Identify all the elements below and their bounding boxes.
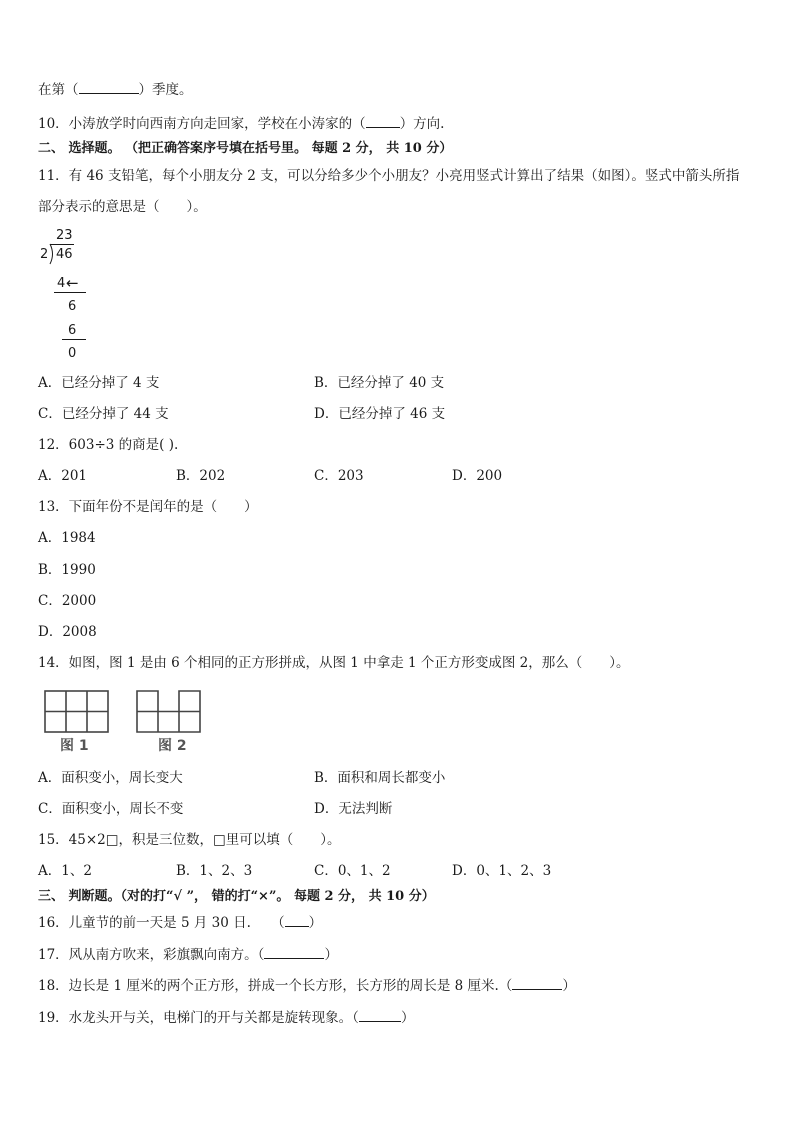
question-13-stem: 13．下面年份不是闰年的是（ ）	[38, 499, 258, 515]
section-2-heading: 二、 选择题。 （把正确答案序号填在括号里。 每题 2 分， 共 10 分）	[38, 141, 453, 156]
answer-blank[interactable]	[264, 946, 324, 959]
division-quotient: 23	[56, 228, 73, 243]
q12-option-a[interactable]: A．201	[38, 468, 88, 484]
q19-text-pre: 19．水龙头开与关，电梯门的开与关都是旋转现象。（	[38, 1010, 359, 1026]
question-17	[38, 945, 338, 965]
arrow-left-icon: ←	[66, 274, 79, 292]
division-step1: 4	[57, 276, 66, 291]
q16-text-pre: 16．儿童节的前一天是 5 月 30 日. （	[38, 915, 285, 931]
division-remainder-2: 0	[68, 346, 77, 361]
question-18	[38, 976, 576, 996]
question-9-tail	[38, 80, 193, 100]
q11-option-c[interactable]: C．已经分掉了 44 支	[38, 406, 169, 422]
division-remainder-1: 6	[68, 299, 77, 314]
q11-option-b[interactable]: B．已经分掉了 40 支	[314, 375, 445, 391]
division-bracket	[48, 243, 56, 265]
answer-blank[interactable]	[512, 977, 562, 990]
q17-text-post: ）	[324, 947, 338, 963]
q15-option-b[interactable]: B．1、2、3	[176, 863, 253, 879]
figure-2-label: 图 2	[158, 738, 187, 754]
q14-option-a[interactable]: A．面积变小，周长变大	[38, 770, 183, 786]
q11-option-a[interactable]: A．已经分掉了 4 支	[38, 375, 160, 391]
question-12-stem: 12．603÷3 的商是( ).	[38, 437, 179, 453]
division-rule-2	[62, 339, 86, 340]
division-rule-1	[54, 292, 86, 293]
q15-option-a[interactable]: A．1、2	[38, 863, 92, 879]
q11-option-d[interactable]: D．已经分掉了 46 支	[314, 406, 446, 422]
division-dividend: 46	[56, 247, 73, 262]
answer-blank[interactable]	[79, 81, 139, 94]
q14-option-d[interactable]: D．无法判断	[314, 801, 393, 817]
question-19	[38, 1008, 414, 1028]
q14-option-c[interactable]: C．面积变小，周长不变	[38, 801, 184, 817]
q17-text-pre: 17．风从南方吹来，彩旗飘向南方。（	[38, 947, 265, 963]
q12-option-b[interactable]: B．202	[176, 468, 226, 484]
figure-1-label: 图 1	[60, 738, 89, 754]
question-10	[38, 114, 444, 134]
question-11-stem-line1: 11．有 46 支铅笔，每个小朋友分 2 支，可以分给多少个小朋友？小亮用竖式计算出了结果（如图）。竖式中箭头所指	[38, 168, 740, 184]
q12-option-d[interactable]: D．200	[452, 468, 503, 484]
answer-blank[interactable]	[366, 115, 400, 128]
division-divisor: 2	[40, 247, 49, 262]
q10-text-pre: 10．小涛放学时向西南方向走回家，学校在小涛家的（	[38, 116, 366, 132]
figure-1-grid	[44, 690, 110, 734]
q13-option-b[interactable]: B．1990	[38, 562, 96, 578]
q13-option-d[interactable]: D．2008	[38, 624, 97, 640]
q18-text-post: ）	[562, 978, 576, 994]
q12-option-c[interactable]: C．203	[314, 468, 364, 484]
q16-text-post: ）	[308, 915, 323, 931]
answer-blank[interactable]	[359, 1009, 401, 1022]
q13-option-a[interactable]: A．1984	[38, 530, 96, 546]
answer-blank[interactable]	[285, 914, 309, 927]
section-3-heading: 三、 判断题。（对的打“√ ”， 错的打“×”。 每题 2 分， 共 10 分）	[38, 889, 435, 904]
q10-text-post: ）方向.	[399, 116, 445, 132]
q15-option-c[interactable]: C．0、1、2	[314, 863, 391, 879]
q15-option-d[interactable]: D．0、1、2、3	[452, 863, 552, 879]
question-15-stem: 15．45×2□，积是三位数，□里可以填（ ）。	[38, 832, 341, 848]
q9-text-pre: 在第（	[38, 82, 79, 98]
question-16	[38, 913, 322, 933]
division-step2: 6	[68, 323, 77, 338]
question-11-stem-line2: 部分表示的意思是（ ）。	[38, 199, 207, 215]
question-14-stem: 14．如图，图 1 是由 6 个相同的正方形拼成，从图 1 中拿走 1 个正方形变成图 2，那么（ ）。	[38, 655, 630, 671]
q18-text-pre: 18．边长是 1 厘米的两个正方形，拼成一个长方形，长方形的周长是 8 厘米.（	[38, 978, 513, 994]
figure-2-grid	[136, 690, 202, 734]
q9-text-post: ）季度。	[138, 82, 193, 98]
q14-option-b[interactable]: B．面积和周长都变小	[314, 770, 446, 786]
q19-text-post: ）	[400, 1010, 415, 1026]
q13-option-c[interactable]: C．2000	[38, 593, 97, 609]
